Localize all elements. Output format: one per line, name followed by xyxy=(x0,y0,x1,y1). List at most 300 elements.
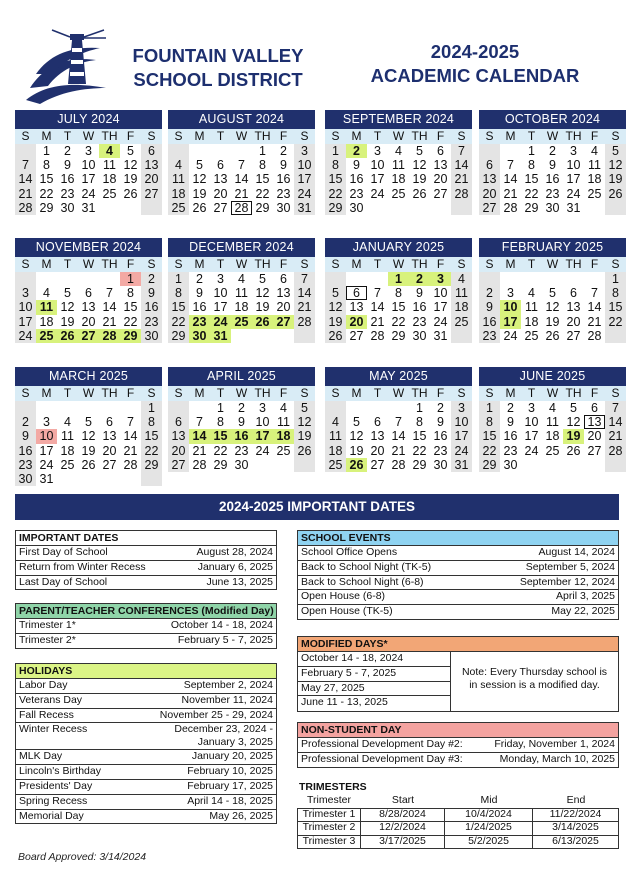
calendar-day: 18 xyxy=(451,300,472,314)
calendar-day: 20 xyxy=(566,314,581,329)
calendar-day: 19 xyxy=(325,315,346,329)
holidays-date xyxy=(174,723,273,749)
empty-day-cell xyxy=(294,329,315,343)
calendar-day: 23 xyxy=(276,186,291,201)
school_events-row xyxy=(298,561,618,576)
calendar-day: 3 xyxy=(85,144,92,158)
calendar-day: 2 xyxy=(15,415,36,429)
calendar-day: 30 xyxy=(433,457,448,472)
empty-day-cell xyxy=(563,458,584,472)
calendar-day: 10 xyxy=(15,300,36,314)
calendar-day: 24 xyxy=(370,186,385,201)
weekday-label: F xyxy=(126,386,135,400)
calendar-day: 21 xyxy=(234,186,249,201)
weekday-label: S xyxy=(457,257,466,271)
calendar-day: 30 xyxy=(412,328,427,343)
calendar-day: 11 xyxy=(168,172,189,186)
calendar-day: 4 xyxy=(325,415,346,429)
calendar-day: 4 xyxy=(549,401,556,415)
calendar-day: 28 xyxy=(192,457,207,472)
empty-day-cell xyxy=(542,458,563,472)
school-events-title: SCHOOL EVENTS xyxy=(298,531,618,546)
calendar-day: 10 xyxy=(451,415,472,429)
calendar-day: 9 xyxy=(437,415,444,430)
district-logo-lighthouse-icon xyxy=(26,26,110,106)
month-days-grid xyxy=(479,401,626,472)
calendar-day: 15 xyxy=(255,172,270,187)
calendar-day: 8 xyxy=(325,158,346,172)
calendar-day: 16 xyxy=(412,300,427,315)
calendar-day: 9 xyxy=(141,286,162,300)
month-title: JUNE 2025 xyxy=(479,367,626,386)
trimesters-cell: Trimester 1 xyxy=(297,808,361,823)
weekday-label: T xyxy=(373,257,382,271)
calendar-day: 30 xyxy=(189,329,210,343)
conferences-label: Trimester 2* xyxy=(19,633,76,646)
calendar-day: 8 xyxy=(528,158,535,173)
calendar-day: 1 xyxy=(528,144,535,158)
calendar-day: 17 xyxy=(213,300,228,315)
calendar-day: 31 xyxy=(39,471,54,486)
calendar-day: 8 xyxy=(141,415,162,429)
calendar-day: 15 xyxy=(524,172,539,187)
calendar-day: 25 xyxy=(36,329,57,343)
calendar-day: 5 xyxy=(259,272,266,286)
calendar-day: 1 xyxy=(388,272,409,286)
calendar-day: 7 xyxy=(451,144,472,158)
calendar-day: 5 xyxy=(570,401,577,415)
calendar-day: 22 xyxy=(168,315,189,329)
calendar-day: 17 xyxy=(15,315,36,329)
calendar-day: 9 xyxy=(416,286,423,301)
calendar-day: 11 xyxy=(61,429,74,444)
calendar-day: 24 xyxy=(15,329,36,343)
month-days-grid xyxy=(15,401,162,486)
non_student-date: Friday, November 1, 2024 xyxy=(494,738,615,750)
empty-day-cell xyxy=(479,272,500,286)
conferences-row xyxy=(16,634,276,649)
calendar-title-line-2: ACADEMIC CALENDAR xyxy=(370,65,580,86)
calendar-day: 18 xyxy=(325,444,346,458)
calendar-day: 7 xyxy=(106,286,113,301)
calendar-day: 3 xyxy=(528,401,535,415)
empty-day-cell xyxy=(409,201,430,215)
empty-day-cell xyxy=(78,272,99,286)
weekday-label: S xyxy=(300,129,309,143)
calendar-day: 10 xyxy=(524,415,539,430)
calendar-day: 28 xyxy=(231,201,252,215)
important_dates-date: June 13, 2025 xyxy=(206,575,273,588)
calendar-day: 11 xyxy=(36,300,57,314)
modified-day-date: October 14 - 18, 2024 xyxy=(298,652,450,667)
weekday-label: W xyxy=(392,386,405,400)
holidays-label: Veterans Day xyxy=(19,693,83,706)
calendar-day: 28 xyxy=(15,201,36,215)
empty-day-cell xyxy=(120,401,141,415)
calendar-day: 15 xyxy=(605,300,626,314)
modified-days-title: MODIFIED DAYS* xyxy=(298,637,618,652)
calendar-day: 30 xyxy=(234,457,249,472)
modified-day-date: February 5 - 7, 2025 xyxy=(298,667,450,682)
calendar-day: 19 xyxy=(294,429,315,443)
school-events-table xyxy=(297,530,619,620)
important_dates-date: January 6, 2025 xyxy=(197,560,273,573)
empty-day-cell xyxy=(451,329,472,343)
trimesters-row xyxy=(297,808,619,822)
calendar-day: 30 xyxy=(15,472,36,486)
weekday-label: W xyxy=(392,257,405,271)
calendar-day: 25 xyxy=(60,457,75,472)
trimesters-header: Mid xyxy=(445,794,533,809)
calendar-day: 4 xyxy=(43,286,50,301)
calendar-day: 26 xyxy=(545,328,560,343)
weekday-label: TH xyxy=(101,129,118,143)
important_dates-row xyxy=(16,546,276,561)
calendar-day: 1 xyxy=(43,144,50,158)
district-name-line-1: FOUNTAIN VALLEY xyxy=(132,45,304,66)
calendar-day: 20 xyxy=(168,444,189,458)
weekday-label: T xyxy=(63,386,72,400)
calendar-day: 18 xyxy=(273,429,294,443)
empty-day-cell xyxy=(605,201,626,215)
calendar-day: 13 xyxy=(566,300,581,315)
calendar-day: 5 xyxy=(416,144,423,158)
weekday-label: TH xyxy=(254,129,271,143)
calendar-day: 31 xyxy=(81,200,96,215)
empty-day-cell xyxy=(500,272,521,286)
calendar-day: 4 xyxy=(64,415,71,430)
month-calendar xyxy=(168,238,315,343)
calendar-day: 29 xyxy=(412,457,427,472)
calendar-day: 13 xyxy=(584,415,605,429)
school_events-row xyxy=(298,590,618,605)
month-title: JULY 2024 xyxy=(15,110,162,129)
holidays-row xyxy=(16,780,276,795)
calendar-day: 27 xyxy=(168,458,189,472)
calendar-day: 29 xyxy=(524,200,539,215)
weekday-label: S xyxy=(485,129,494,143)
calendar-day: 3 xyxy=(430,272,451,286)
weekday-label: W xyxy=(82,257,95,271)
calendar-day: 1 xyxy=(259,144,266,158)
holidays-row xyxy=(16,679,276,694)
calendar-day: 9 xyxy=(549,158,556,173)
calendar-day: 11 xyxy=(588,158,601,173)
calendar-title xyxy=(350,40,600,88)
calendar-day: 29 xyxy=(391,328,406,343)
calendar-day: 22 xyxy=(412,443,427,458)
empty-day-cell xyxy=(57,401,78,415)
calendar-day: 24 xyxy=(294,187,315,201)
calendar-day: 12 xyxy=(192,172,207,187)
weekday-label: TH xyxy=(411,257,428,271)
empty-day-cell xyxy=(57,472,78,486)
calendar-day: 26 xyxy=(605,187,626,201)
calendar-day: 7 xyxy=(395,415,402,430)
calendar-day: 9 xyxy=(15,429,36,443)
calendar-day: 30 xyxy=(276,200,291,215)
month-days-grid xyxy=(15,272,162,343)
empty-day-cell xyxy=(15,144,36,158)
month-calendar xyxy=(168,367,315,472)
calendar-day: 26 xyxy=(566,443,581,458)
calendar-day: 7 xyxy=(605,401,626,415)
calendar-day: 8 xyxy=(479,415,500,429)
calendar-day: 7 xyxy=(294,272,315,286)
empty-day-cell xyxy=(367,201,388,215)
calendar-day: 20 xyxy=(276,300,291,315)
weekday-label: F xyxy=(436,129,445,143)
empty-day-cell xyxy=(325,401,346,415)
calendar-day: 18 xyxy=(39,314,54,329)
calendar-day: 13 xyxy=(141,158,162,172)
calendar-day: 21 xyxy=(587,314,602,329)
trimesters-row xyxy=(297,821,619,835)
calendar-day: 14 xyxy=(587,300,602,315)
calendar-day: 13 xyxy=(276,286,291,301)
non_student-label: Professional Development Day #2: xyxy=(301,738,463,750)
calendar-day: 14 xyxy=(391,429,406,444)
holidays-label: Presidents' Day xyxy=(19,779,93,792)
calendar-day: 17 xyxy=(39,443,54,458)
conferences-title: PARENT/TEACHER CONFERENCES (Modified Day) xyxy=(16,604,276,619)
trimesters-cell: 11/22/2024 xyxy=(533,808,619,823)
trimesters-cell: 6/13/2025 xyxy=(533,835,619,850)
calendar-day: 15 xyxy=(141,429,162,443)
calendar-day: 21 xyxy=(370,314,385,329)
calendar-day: 24 xyxy=(39,457,54,472)
calendar-day: 26 xyxy=(325,329,346,343)
weekday-header-row xyxy=(479,129,626,144)
empty-day-cell xyxy=(584,201,605,215)
holidays-title: HOLIDAYS xyxy=(16,664,276,679)
calendar-day: 29 xyxy=(255,200,270,215)
calendar-day: 20 xyxy=(141,172,162,186)
calendar-day: 2 xyxy=(64,144,71,158)
holidays-row xyxy=(16,694,276,709)
empty-day-cell xyxy=(451,201,472,215)
weekday-label: F xyxy=(279,129,288,143)
calendar-day: 20 xyxy=(433,172,448,187)
calendar-day: 22 xyxy=(524,186,539,201)
calendar-day: 12 xyxy=(349,429,364,444)
calendar-day: 15 xyxy=(210,429,231,443)
empty-day-cell xyxy=(521,272,542,286)
calendar-day: 8 xyxy=(605,286,626,300)
weekday-label: T xyxy=(216,129,225,143)
calendar-day: 26 xyxy=(81,457,96,472)
weekday-label: M xyxy=(351,386,362,400)
calendar-day: 9 xyxy=(353,158,360,173)
month-days-grid xyxy=(479,144,626,215)
calendar-day: 18 xyxy=(102,172,117,187)
month-calendar xyxy=(325,238,472,343)
calendar-day: 24 xyxy=(503,328,518,343)
weekday-label: F xyxy=(279,257,288,271)
weekday-label: W xyxy=(546,386,559,400)
school_events-label: Open House (TK-5) xyxy=(301,605,393,618)
month-calendar xyxy=(15,367,162,486)
weekday-header-row xyxy=(15,386,162,401)
calendar-day: 28 xyxy=(99,329,120,343)
calendar-day: 8 xyxy=(416,415,423,430)
month-calendar xyxy=(168,110,315,215)
month-title: APRIL 2025 xyxy=(168,367,315,386)
calendar-day: 15 xyxy=(325,172,346,186)
weekday-label: S xyxy=(147,129,156,143)
calendar-day: 28 xyxy=(370,328,385,343)
calendar-day: 29 xyxy=(479,458,500,472)
calendar-day: 25 xyxy=(325,458,346,472)
school_events-label: School Office Opens xyxy=(301,546,398,558)
calendar-day: 18 xyxy=(545,429,560,444)
calendar-day: 3 xyxy=(570,144,577,158)
calendar-day: 20 xyxy=(213,186,228,201)
calendar-day: 23 xyxy=(545,186,560,201)
weekday-label: S xyxy=(485,386,494,400)
calendar-day: 29 xyxy=(325,201,346,215)
calendar-day: 5 xyxy=(605,144,626,158)
month-days-grid xyxy=(325,401,472,472)
calendar-day: 2 xyxy=(346,144,367,158)
empty-day-cell xyxy=(325,272,346,286)
calendar-day: 19 xyxy=(123,172,138,187)
empty-day-cell xyxy=(99,201,120,215)
calendar-day: 4 xyxy=(238,272,245,286)
weekday-label: S xyxy=(174,257,183,271)
calendar-day: 2 xyxy=(507,401,514,415)
trimesters-row xyxy=(297,835,619,849)
weekday-label: M xyxy=(351,129,362,143)
calendar-day: 28 xyxy=(503,200,518,215)
calendar-day: 31 xyxy=(433,328,448,343)
calendar-day: 3 xyxy=(217,272,224,286)
empty-day-cell xyxy=(584,272,605,286)
calendar-day: 17 xyxy=(252,429,273,443)
calendar-day: 12 xyxy=(81,429,96,444)
calendar-day: 23 xyxy=(479,329,500,343)
school_events-date: April 3, 2025 xyxy=(556,590,615,603)
calendar-day: 20 xyxy=(346,315,367,329)
calendar-day: 22 xyxy=(325,187,346,201)
calendar-day: 24 xyxy=(210,315,231,329)
weekday-label: W xyxy=(235,129,248,143)
calendar-day: 2 xyxy=(196,272,203,286)
weekday-label: W xyxy=(82,129,95,143)
empty-day-cell xyxy=(367,401,388,415)
month-calendar xyxy=(479,367,626,472)
calendar-day: 18 xyxy=(168,187,189,201)
weekday-label: M xyxy=(41,386,52,400)
empty-day-cell xyxy=(252,458,273,472)
weekday-label: T xyxy=(527,257,536,271)
important_dates-date: August 28, 2024 xyxy=(196,546,273,558)
calendar-day: 3 xyxy=(507,286,514,301)
weekday-label: S xyxy=(331,129,340,143)
calendar-day: 13 xyxy=(349,300,364,315)
important_dates-label: First Day of School xyxy=(19,546,108,558)
month-calendar xyxy=(15,110,162,215)
calendar-day: 12 xyxy=(255,286,270,301)
calendar-day: 5 xyxy=(85,415,92,430)
calendar-day: 16 xyxy=(433,429,448,444)
calendar-day: 16 xyxy=(276,172,291,187)
calendar-day: 4 xyxy=(451,272,472,286)
weekday-label: W xyxy=(546,129,559,143)
weekday-label: S xyxy=(147,257,156,271)
calendar-day: 10 xyxy=(433,286,448,301)
empty-day-cell xyxy=(141,472,162,486)
holidays-date: November 25 - 29, 2024 xyxy=(159,708,273,721)
calendar-day: 25 xyxy=(524,328,539,343)
calendar-day: 28 xyxy=(451,187,472,201)
calendar-day: 2 xyxy=(409,272,430,286)
weekday-label: F xyxy=(436,257,445,271)
weekday-label: W xyxy=(235,257,248,271)
calendar-day: 12 xyxy=(605,158,626,172)
weekday-label: S xyxy=(21,386,30,400)
calendar-day: 2 xyxy=(280,144,287,158)
calendar-day: 26 xyxy=(252,315,273,329)
empty-day-cell xyxy=(15,401,36,415)
calendar-day: 5 xyxy=(196,158,203,173)
month-days-grid xyxy=(15,144,162,215)
trimesters-cell: 10/4/2024 xyxy=(445,808,533,823)
calendar-day: 16 xyxy=(479,315,500,329)
calendar-day: 6 xyxy=(374,415,381,430)
calendar-day: 23 xyxy=(141,315,162,329)
calendar-day: 5 xyxy=(127,144,134,158)
calendar-day: 17 xyxy=(500,315,521,329)
district-name xyxy=(118,44,318,92)
calendar-day: 16 xyxy=(231,429,252,443)
empty-day-cell xyxy=(584,458,605,472)
calendar-day: 21 xyxy=(192,443,207,458)
trimesters-cell: 3/17/2025 xyxy=(361,835,445,850)
calendar-day: 30 xyxy=(545,200,560,215)
calendar-day: 22 xyxy=(123,314,138,329)
school_events-row xyxy=(298,605,618,620)
calendar-day: 25 xyxy=(231,315,252,329)
calendar-day: 29 xyxy=(120,329,141,343)
weekday-label: T xyxy=(527,129,536,143)
calendar-day: 23 xyxy=(189,315,210,329)
month-title: MARCH 2025 xyxy=(15,367,162,386)
weekday-label: TH xyxy=(411,386,428,400)
empty-day-cell xyxy=(273,329,294,343)
weekday-label: S xyxy=(331,386,340,400)
calendar-day: 9 xyxy=(196,286,203,301)
trimesters-header: Start xyxy=(361,794,445,809)
calendar-day: 11 xyxy=(235,286,248,301)
calendar-day: 3 xyxy=(451,401,472,415)
calendar-day: 10 xyxy=(500,300,521,314)
trimesters-cell: 12/2/2024 xyxy=(361,821,445,836)
empty-day-cell xyxy=(605,458,626,472)
calendar-day: 13 xyxy=(81,300,96,315)
month-title: MAY 2025 xyxy=(325,367,472,386)
conferences-date: October 14 - 18, 2024 xyxy=(170,619,273,631)
calendar-day: 1 xyxy=(605,272,626,286)
month-calendar xyxy=(479,110,626,215)
holidays-date: November 11, 2024 xyxy=(181,693,273,706)
important-dates-table xyxy=(15,530,277,590)
calendar-day: 1 xyxy=(479,401,500,415)
calendar-day: 17 xyxy=(451,429,472,443)
calendar-day: 15 xyxy=(479,429,500,443)
holidays-label: MLK Day xyxy=(19,750,63,763)
school_events-label: Back to School Night (TK-5) xyxy=(301,560,432,573)
